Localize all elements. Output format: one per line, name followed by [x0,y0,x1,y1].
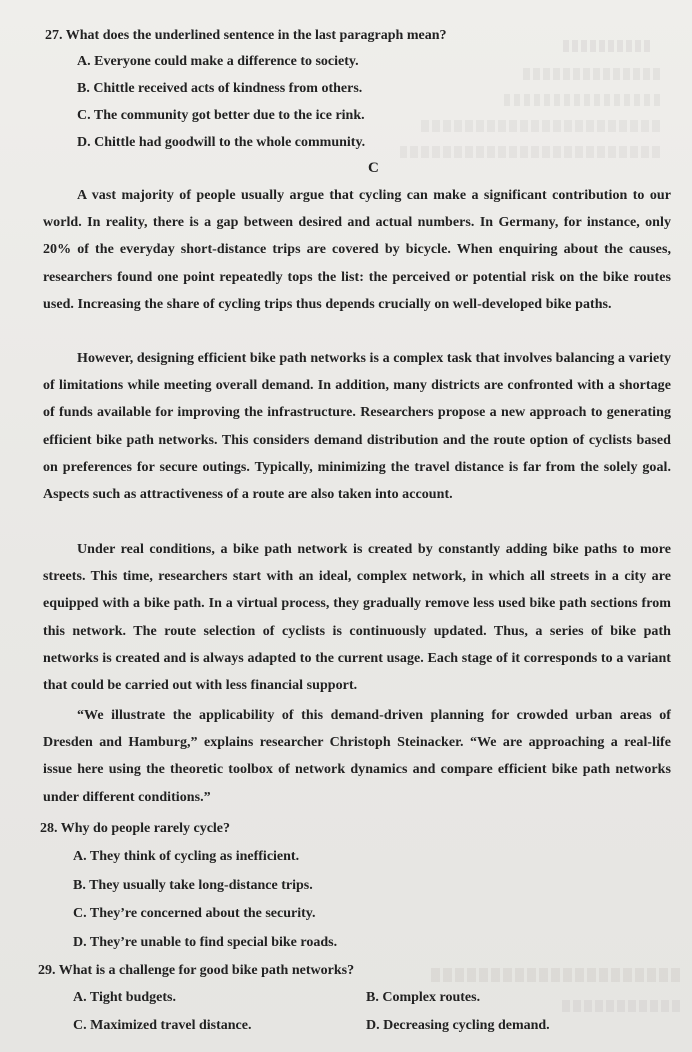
question-29-option-a: A. Tight budgets. [73,990,176,1005]
question-29-option-d: D. Decreasing cycling demand. [366,1018,550,1033]
question-27-option-a: A. Everyone could make a difference to society. [77,54,359,69]
bleed-through-mark [430,968,680,982]
question-28-option-b: B. They usually take long-distance trips. [73,878,313,893]
question-27-option-d: D. Chittle had goodwill to the whole community. [77,135,366,150]
section-label: C [368,160,379,176]
passage-paragraph-2: However, designing efficient bike path networks is a complex task that involves balancing a variety of limitations while meeting overall demand. In addition, many districts are confronted with a shortage of funds available for improving the infrastructure. Researchers propose a new approach to generating efficient bike path networks. This considers demand distribution and the route option of cyclists based on preferences for secure outings. Typically, minimizing the travel distance is far from the solely goal. Aspects such as attractiveness of a route are also taken into account. [43,351,671,503]
question-28-option-a: A. They think of cycling as inefficient. [73,849,300,864]
passage-paragraph-3: Under real conditions, a bike path network is created by constantly adding bike paths to more streets. This time, researchers start with an ideal, complex network, in which all streets in a city are equipped with a bike path. In a virtual process, they gradually remove less used bike path sections from this network. The route selection of cyclists is continuously updated. Thus, a series of bike path networks is created and is always adapted to the current usage. Each stage of it corresponds to a variant that could be carried out with less financial support. [43,542,671,694]
question-27-option-b: B. Chittle received acts of kindness from others. [77,81,363,96]
question-28-option-d: D. They’re unable to find special bike roads. [73,935,338,950]
bleed-through-mark [560,1000,680,1012]
bleed-through-mark [560,40,650,52]
question-29-option-c: C. Maximized travel distance. [73,1018,252,1033]
passage-paragraph-1: A vast majority of people usually argue that cycling can make a significant contribution to our world. In reality, there is a gap between desired and actual numbers. In Germany, for instance, only 20% of the everyday short-distance trips are covered by bicycle. When enquiring about the causes, researchers found one point repeatedly tops the list: the perceived or potential risk on the bike routes used. Increasing the share of cycling trips thus depends crucially on well-developed bike paths. [43,188,671,312]
bleed-through-mark [400,146,660,158]
question-28-stem: 28. Why do people rarely cycle? [40,821,231,836]
question-29-stem: 29. What is a challenge for good bike path networks? [38,963,355,978]
passage-paragraph-4: “We illustrate the applicability of this demand-driven planning for crowded urban areas of Dresden and Hamburg,” explains researcher Christoph Steinacker. “We are approaching a real-life issue here using the theoretic toolbox of network dynamics and compare efficient bike path networks under different conditions.” [43,708,671,805]
question-27-option-c: C. The community got better due to the ice rink. [77,108,365,123]
question-28-option-c: C. They’re concerned about the security. [73,906,316,921]
bleed-through-mark [500,94,660,106]
question-29-option-b: B. Complex routes. [366,990,481,1005]
question-27-stem: 27. What does the underlined sentence in the last paragraph mean? [45,28,447,43]
bleed-through-mark [520,68,660,80]
bleed-through-mark [420,120,660,132]
